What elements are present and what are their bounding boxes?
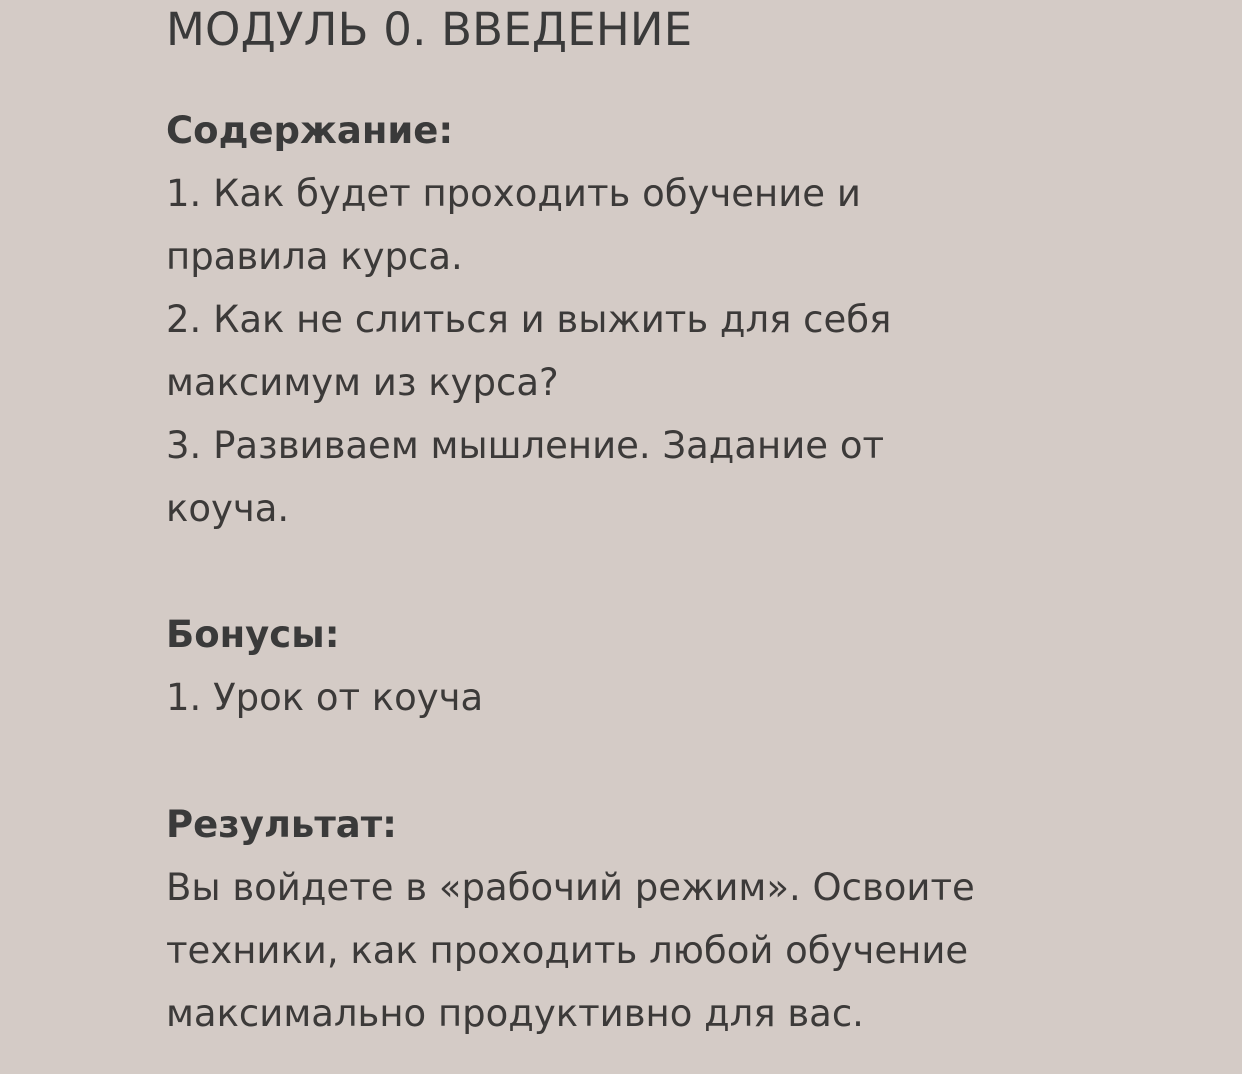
bonuses-heading: Бонусы:	[166, 613, 340, 656]
contents-line: максимум из курса?	[166, 361, 559, 404]
contents-heading: Содержание:	[166, 109, 454, 152]
contents-section	[166, 99, 1166, 540]
contents-line: 3. Развиваем мышление. Задание от	[166, 424, 885, 467]
result-line: техники, как проходить любой обучение	[166, 929, 969, 972]
result-line: Вы войдете в «рабочий режим». Освоите	[166, 866, 975, 909]
contents-line: правила курса.	[166, 235, 463, 278]
bonuses-section	[166, 603, 1166, 729]
contents-line: коуча.	[166, 487, 290, 530]
module-title: МОДУЛЬ 0. ВВЕДЕНИЕ	[166, 3, 693, 56]
contents-line: 1. Как будет проходить обучение и	[166, 172, 861, 215]
result-heading: Результат:	[166, 803, 397, 846]
result-section	[166, 793, 1166, 1045]
contents-line: 2. Как не слиться и выжить для себя	[166, 298, 892, 341]
bonuses-line: 1. Урок от коуча	[166, 676, 484, 719]
result-line: максимально продуктивно для вас.	[166, 992, 864, 1035]
